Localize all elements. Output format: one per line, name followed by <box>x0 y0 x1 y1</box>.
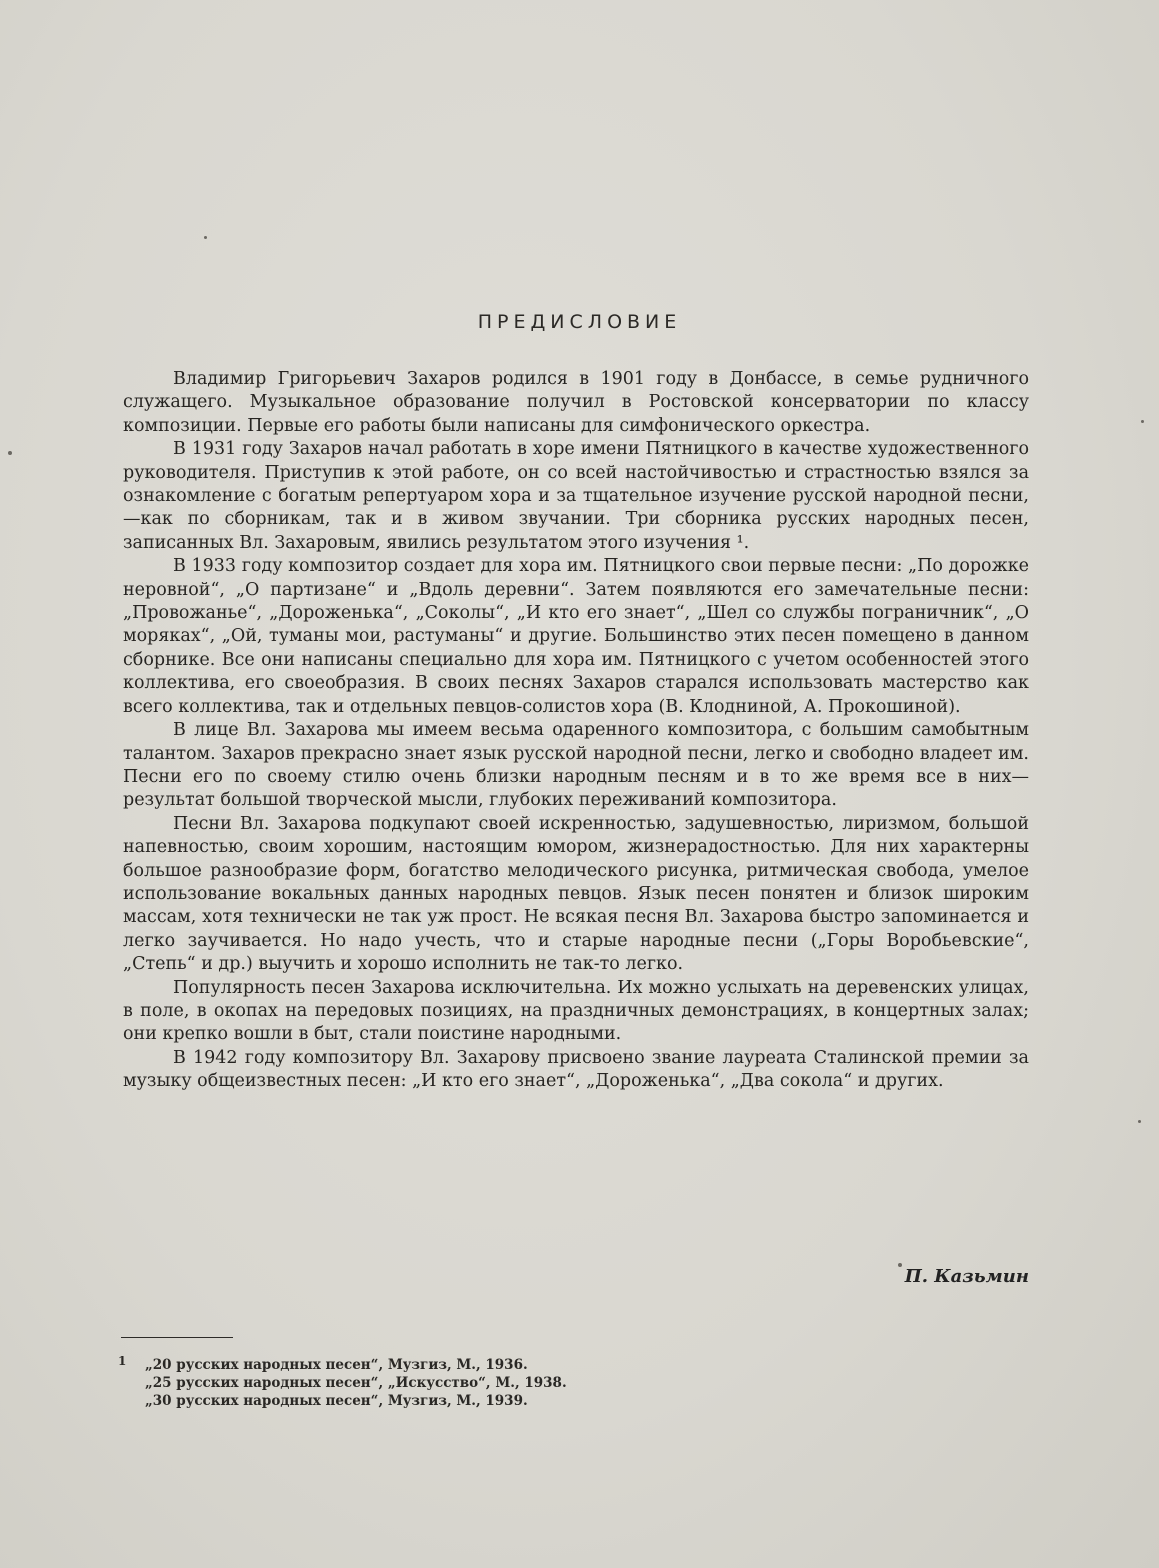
paper-speck <box>1141 420 1144 423</box>
paragraph-5: Песни Вл. Захарова подкупают своей искренностью, задушевностью, лиризмом, большой напевностью, своим хорошим, настоящим юмором, жизнерадостностью. Для них характерны большое разнообразие форм, богатство мелодического рисунка, ритмическая свобода, умелое использование вокальных данных народных певцов. Язык песен понятен и близок широким массам, хотя технически не так уж прост. Не всякая песня Вл. Захарова быстро запоминается и легко заучивается. Но надо учесть, что и старые народные песни („Горы Воробьевские“, „Степь“ и др.) выучить и хорошо исполнить не так-то легко. <box>123 813 1029 975</box>
paragraph-1: Владимир Григорьевич Захаров родился в 1901 году в Донбассе, в семье рудничного служащего. Музыкальное образование получил в Ростовской консерватории по классу композиции. Первые его работы были написаны для симфонического оркестра. <box>123 369 1029 436</box>
page-title: ПРЕДИСЛОВИЕ <box>477 311 682 333</box>
paragraph-4: В лице Вл. Захарова мы имеем весьма одаренного композитора, с большим самобытным талантом. Захаров прекрасно знает язык русской народной песни, легко и свободно владеет им. Песни его по своему стилю очень близки народным песням и в то же время все в них—результат большой творческой мысли, глубоких переживаний композитора. <box>123 720 1029 811</box>
paragraph-7: В 1942 году композитору Вл. Захарову присвоено звание лауреата Сталинской премии за музыку общеизвестных песен: „И кто его знает“, „Дороженька“, „Два сокола“ и других. <box>123 1047 1029 1092</box>
preface-body <box>123 368 1029 1094</box>
paragraph-3: В 1933 году композитор создает для хора им. Пятницкого свои первые песни: „По дорожке неровной“, „О партизане“ и „Вдоль деревни“. Затем появляются его замечательные песни: „Провожанье“, „Дороженька“, „Соколы“, „И кто его знает“, „Шел со службы пограничник“, „О моряках“, „Ой, туманы мои, растуманы“ и другие. Большинство этих песен помещено в данном сборнике. Все они написаны специально для хора им. Пятницкого с учетом особенностей этого коллектива, его своеобразия. В своих песнях Захаров старался использовать мастерство как всего коллектива, так и отдельных певцов-солистов хора (В. Клодниной, А. Прокошиной). <box>123 556 1029 717</box>
footnote-line-3: „30 русских народных песен“, Музгиз, М., 1939. <box>145 1393 528 1409</box>
footnote-line-1: „20 русских народных песен“, Музгиз, М., 1936. <box>145 1357 528 1373</box>
author-signature: П. Казьмин <box>904 1266 1029 1287</box>
paper-speck <box>898 1263 902 1267</box>
paper-speck <box>8 451 12 455</box>
paragraph-6: Популярность песен Захарова исключительна. Их можно услыхать на деревенских улицах, в поле, в окопах на передовых позициях, на праздничных демонстрациях, в концертных залах; они крепко вошли в быт, стали поистине народными. <box>123 977 1029 1045</box>
paper-speck <box>1138 1120 1141 1123</box>
footnote-line-2: „25 русских народных песен“, „Искусство“, М., 1938. <box>145 1375 567 1391</box>
footnote-marker: 1 <box>118 1354 127 1368</box>
paragraph-2: В 1931 году Захаров начал работать в хоре имени Пятницкого в качестве художественного руководителя. Приступив к этой работе, он со всей настойчивостью и страстностью взялся за ознакомление с богатым репертуаром хора и за тщательное изучение русской народной песни,—как по сборникам, так и в живом звучании. Три сборника русских народных песен, записанных Вл. Захаровым, явились результатом этого изучения ¹. <box>123 439 1029 553</box>
footnotes <box>118 1356 567 1410</box>
footnote-divider <box>121 1337 233 1338</box>
paper-speck <box>204 236 207 239</box>
